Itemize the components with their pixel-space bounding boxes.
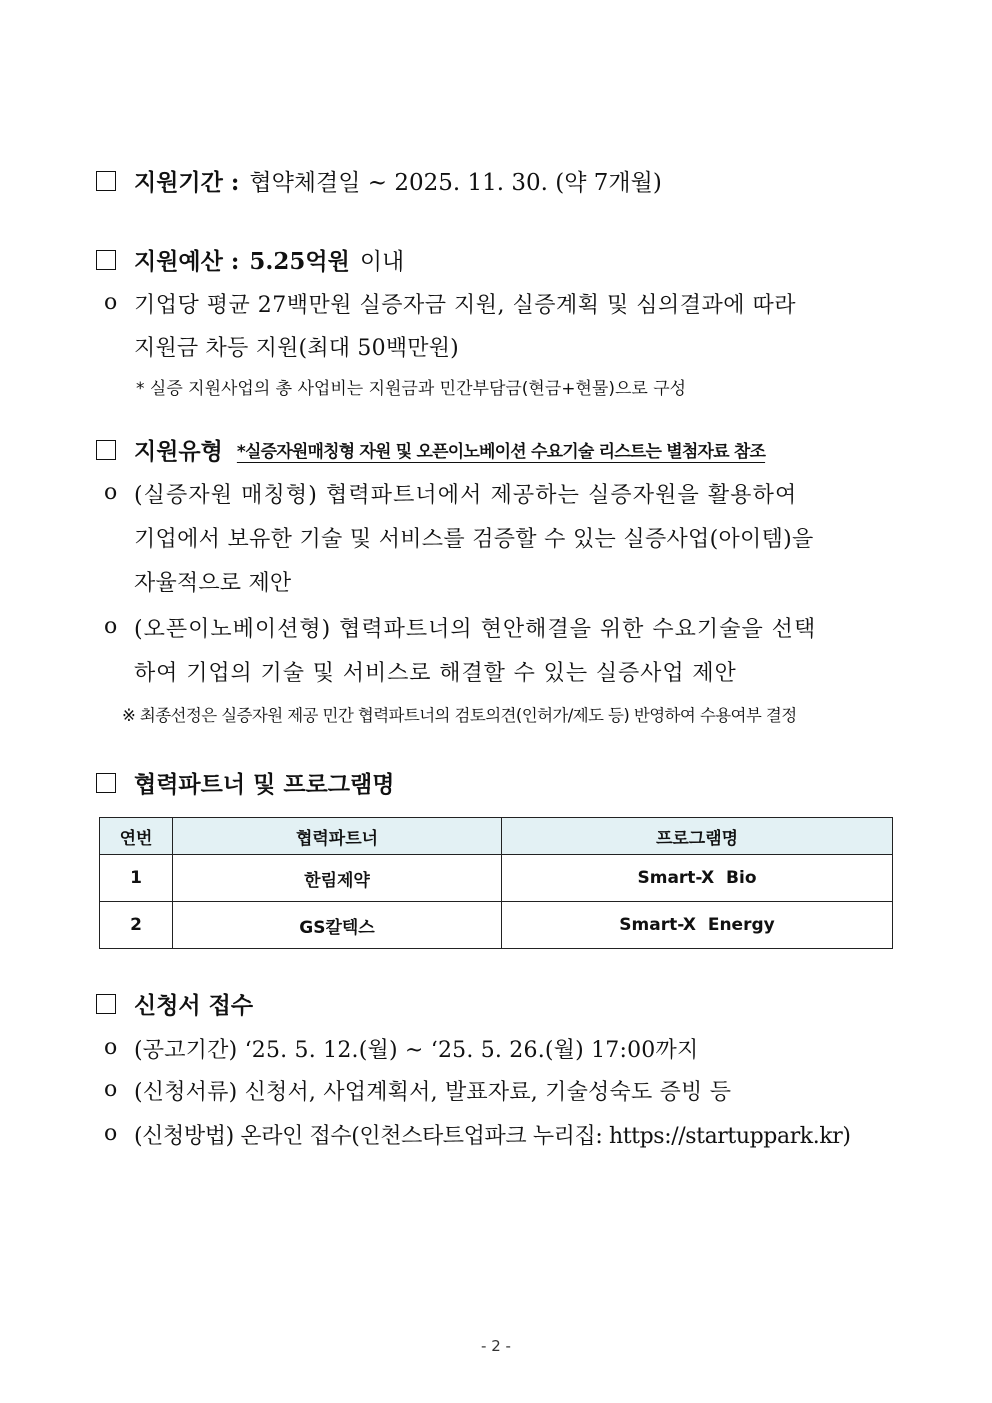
section-partners [96, 766, 394, 799]
budget-line-2: 지원금 차등 지원(최대 50백만원) [134, 336, 459, 361]
application-line-3: (신청방법) 온라인 접수(인천스타트업파크 누리집: https://startuppark.kr) [134, 1124, 851, 1149]
application-line-1: (공고기간) ‘25. 5. 12.(월) ~ ‘25. 5. 26.(월) 17:00까지 [134, 1038, 699, 1063]
section-application [96, 987, 253, 1020]
checkbox-square-icon [96, 171, 116, 191]
page-number: - 2 - [481, 1337, 511, 1355]
cell-no: 2 [100, 902, 173, 949]
table-row [100, 902, 893, 949]
header-program: 프로그램명 [502, 818, 893, 855]
table-row [100, 855, 893, 902]
section-title: 지원기간 : [134, 169, 240, 196]
types-item2-line-2: 하여 기업의 기술 및 서비스로 해결할 수 있는 실증사업 제안 [134, 661, 737, 686]
checkbox-square-icon [96, 773, 116, 793]
header-no: 연번 [100, 818, 173, 855]
types-item1-line-1: (실증자원 매칭형) 협력파트너에서 제공하는 실증자원을 활용하여 [134, 483, 798, 508]
types-item1-line-3: 자율적으로 제안 [134, 571, 292, 596]
section-title: 지원유형 [134, 438, 223, 465]
application-line-2: (신청서류) 신청서, 사업계획서, 발표자료, 기술성숙도 증빙 등 [134, 1080, 732, 1105]
cell-program: Smart-X Energy [502, 902, 893, 949]
section-title: 협력파트너 및 프로그램명 [134, 771, 395, 798]
period-value: 협약체결일 ~ 2025. 11. 30. (약 7개월) [249, 170, 662, 196]
types-item1-line-2: 기업에서 보유한 기술 및 서비스를 검증할 수 있는 실증사업(아이템)을 [134, 527, 814, 552]
budget-amount: 5.25억원 [249, 248, 350, 275]
bullet-icon: o [104, 1121, 118, 1146]
cell-no: 1 [100, 855, 173, 902]
bullet-icon: o [104, 480, 118, 505]
header-partner: 협력파트너 [173, 818, 502, 855]
checkbox-square-icon [96, 994, 116, 1014]
cell-program: Smart-X Bio [502, 855, 893, 902]
bullet-icon: o [104, 290, 118, 315]
types-remark: ※ 최종선정은 실증자원 제공 민간 협력파트너의 검토의견(인허가/제도 등) 반영하여 수용여부 결정 [122, 706, 797, 725]
budget-line-1: 기업당 평균 27백만원 실증자금 지원, 실증계획 및 심의결과에 따라 [134, 293, 796, 318]
budget-note: * 실증 지원사업의 총 사업비는 지원금과 민간부담금(현금+현물)으로 구성 [136, 379, 687, 399]
bullet-icon: o [104, 614, 118, 639]
types-reference-note: *실증자원매칭형 자원 및 오픈이노베이션 수요기술 리스트는 별첨자료 참조 [236, 442, 766, 462]
bullet-icon: o [104, 1077, 118, 1102]
cell-partner: GS칼텍스 [173, 902, 502, 949]
section-title: 신청서 접수 [134, 992, 254, 1019]
bullet-icon: o [104, 1035, 118, 1060]
checkbox-square-icon [96, 250, 116, 270]
section-period [96, 164, 662, 197]
section-title: 지원예산 : [134, 248, 240, 275]
checkbox-square-icon [96, 440, 116, 460]
section-budget [96, 243, 404, 276]
section-types [96, 433, 765, 466]
types-item2-line-1: (오픈이노베이션형) 협력파트너의 현안해결을 위한 수요기술을 선택 [134, 617, 817, 642]
cell-partner: 한림제약 [173, 855, 502, 902]
table-header-row [100, 818, 893, 855]
partners-table [99, 817, 893, 949]
budget-suffix: 이내 [359, 249, 405, 275]
